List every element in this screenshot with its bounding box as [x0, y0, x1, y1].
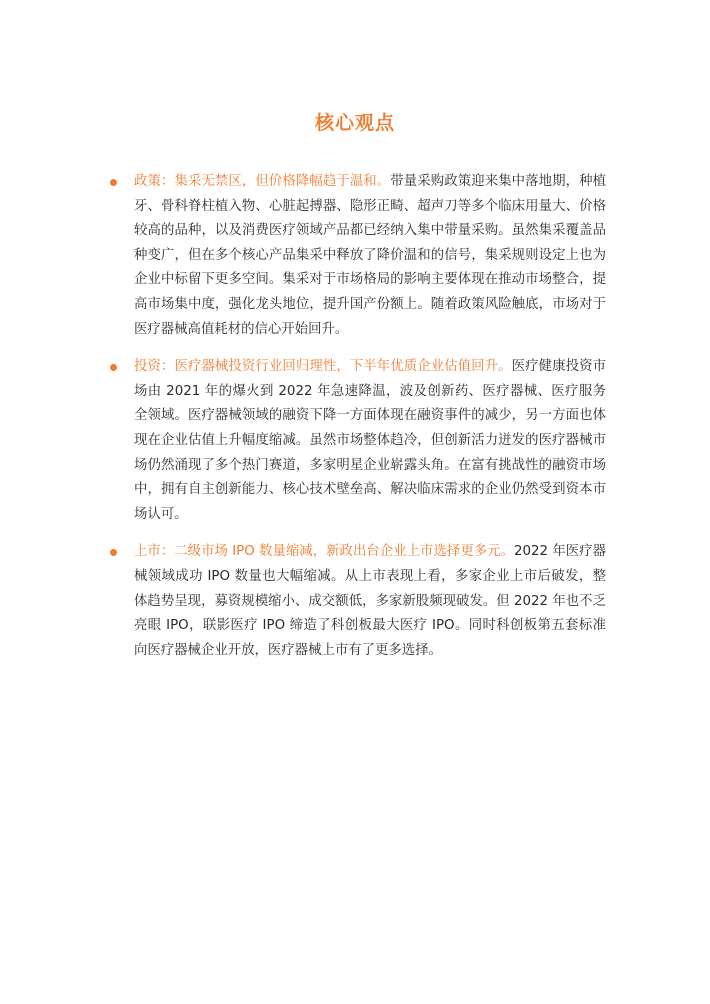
bullet-dot-icon	[110, 364, 117, 371]
point-lead: 上市：二级市场 IPO 数量缩减，新政出台企业上市选择更多元。	[134, 544, 514, 560]
key-point-listing	[110, 540, 606, 663]
point-body: 2022 年医疗器械领域成功 IPO 数量也大幅缩减。从上市表现上看，多家企业上市后破发，整体趋势呈现，募资规模缩小、成交额低，多家新股频现破发。但 2022 年也不乏亮眼 IPO，联影医疗 IPO 缔造了科创板最大医疗 IPO。同时科创板第五套标准向医疗器械企业开放，医疗器械上市有了更多选择。	[134, 544, 606, 658]
key-point-policy	[110, 170, 606, 342]
key-point-investment	[110, 355, 606, 527]
point-body: 带量采购政策迎来集中落地期，种植牙、骨科脊柱植入物、心脏起搏器、隐形正畸、超声刀等多个临床用量大、价格较高的品种，以及消费医疗领域产品都已经纳入集中带量采购。虽然集采覆盖品种变广，但在多个核心产品集采中释放了降价温和的信号，集采规则设定上也为企业中标留下更多空间。集采对于市场格局的影响主要体现在推动市场整合，提高市场集中度，强化龙头地位，提升国产份额上。随着政策风险触底，市场对于医疗器械高值耗材的信心开始回升。	[134, 174, 606, 337]
point-lead: 政策：集采无禁区，但价格降幅趋于温和。	[134, 174, 391, 189]
bullet-dot-icon	[110, 549, 117, 556]
point-lead: 投资：医疗器械投资行业回归理性，下半年优质企业估值回升。	[134, 359, 512, 375]
bullet-dot-icon	[110, 179, 117, 186]
page-title: 核心观点	[314, 112, 395, 134]
point-body: 医疗健康投资市场由 2021 年的爆火到 2022 年急速降温，波及创新药、医疗器械、医疗服务全领域。医疗器械领域的融资下降一方面体现在融资事件的减少，另一方面也体现在企业估值上升幅度缩减。虽然市场整体趋冷，但创新活力迸发的医疗器械市场仍然涌现了多个热门赛道，多家明星企业崭露头角。在富有挑战性的融资市场中，拥有自主创新能力、核心技术壁垒高、解决临床需求的企业仍然受到资本市场认可。	[134, 359, 607, 522]
key-points-list	[110, 170, 606, 676]
